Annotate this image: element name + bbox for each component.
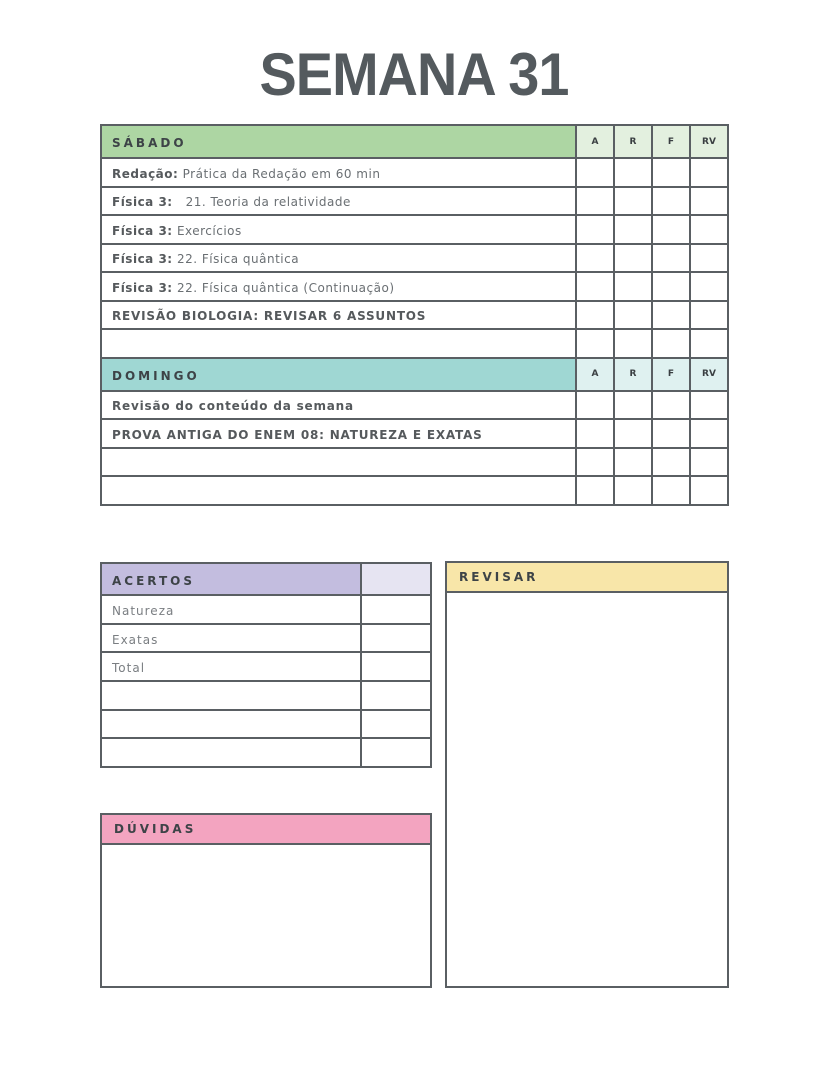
task-text (112, 281, 395, 295)
task-subject: Física 3: (112, 223, 173, 238)
acertos-row (101, 652, 431, 681)
checkbox-rv[interactable] (690, 329, 728, 358)
sabado-task (101, 158, 576, 187)
checkbox-a[interactable] (576, 244, 614, 273)
checkbox-rv[interactable] (690, 301, 728, 330)
sabado-row (101, 272, 728, 301)
page-title: SEMANA 31 (259, 41, 569, 108)
checkbox-r[interactable] (614, 329, 652, 358)
acertos-label: Exatas (112, 632, 159, 647)
task-topic: Exercícios (176, 223, 242, 238)
checkbox-f[interactable] (652, 158, 690, 187)
domingo-row (101, 476, 728, 505)
checkbox-f[interactable] (652, 476, 690, 505)
domingo-col-f: F (652, 358, 690, 391)
checkbox-rv[interactable] (690, 448, 728, 477)
sabado-task (101, 244, 576, 273)
checkbox-r[interactable] (614, 301, 652, 330)
checkbox-f[interactable] (652, 391, 690, 420)
acertos-label-cell (101, 595, 361, 624)
acertos-label: Natureza (112, 603, 175, 618)
checkbox-f[interactable] (652, 419, 690, 448)
domingo-task (101, 391, 576, 420)
checkbox-r[interactable] (614, 448, 652, 477)
task-text: REVISÃO BIOLOGIA: REVISAR 6 ASSUNTOS (112, 309, 427, 324)
acertos-row (101, 681, 431, 710)
sabado-task (101, 329, 576, 358)
revisar-header (447, 563, 727, 593)
checkbox-a[interactable] (576, 158, 614, 187)
sabado-col-rv: RV (690, 125, 728, 158)
checkbox-r[interactable] (614, 419, 652, 448)
domingo-title: DOMINGO (112, 368, 200, 383)
acertos-label-cell (101, 624, 361, 653)
checkbox-rv[interactable] (690, 187, 728, 216)
checkbox-a[interactable] (576, 476, 614, 505)
acertos-row (101, 595, 431, 624)
acertos-value-field[interactable] (361, 738, 431, 767)
task-topic: 21. Teoria da relatividade (176, 195, 351, 210)
domingo-task (101, 476, 576, 505)
acertos-row (101, 624, 431, 653)
sabado-task (101, 272, 576, 301)
task-text: PROVA ANTIGA DO ENEM 08: NATUREZA E EXATAS (112, 427, 483, 442)
acertos-value-field[interactable] (361, 681, 431, 710)
acertos-label: Total (112, 661, 146, 676)
checkbox-rv[interactable] (690, 476, 728, 505)
acertos-value-field[interactable] (361, 624, 431, 653)
task-topic: 22. Física quântica (Continuação) (176, 280, 395, 295)
checkbox-a[interactable] (576, 419, 614, 448)
sabado-row (101, 187, 728, 216)
checkbox-a[interactable] (576, 329, 614, 358)
task-subject: Física 3: (112, 280, 173, 295)
task-text (112, 224, 242, 238)
acertos-row (101, 738, 431, 767)
checkbox-f[interactable] (652, 244, 690, 273)
revisar-box (445, 561, 729, 988)
checkbox-rv[interactable] (690, 215, 728, 244)
task-subject: Redação: (112, 166, 179, 181)
checkbox-f[interactable] (652, 187, 690, 216)
acertos-header (101, 563, 361, 595)
domingo-header (101, 358, 576, 391)
sabado-col-r: R (614, 125, 652, 158)
domingo-col-r: R (614, 358, 652, 391)
schedule-table (100, 124, 729, 506)
checkbox-r[interactable] (614, 391, 652, 420)
domingo-col-a: A (576, 358, 614, 391)
checkbox-f[interactable] (652, 301, 690, 330)
domingo-col-rv: RV (690, 358, 728, 391)
revisar-title: REVISAR (459, 570, 539, 584)
checkbox-f[interactable] (652, 272, 690, 301)
checkbox-a[interactable] (576, 301, 614, 330)
checkbox-a[interactable] (576, 187, 614, 216)
acertos-label-cell (101, 652, 361, 681)
checkbox-r[interactable] (614, 476, 652, 505)
acertos-value-header (361, 563, 431, 595)
duvidas-title: DÚVIDAS (114, 822, 197, 836)
checkbox-rv[interactable] (690, 158, 728, 187)
domingo-row (101, 448, 728, 477)
task-topic: Prática da Redação em 60 min (182, 166, 381, 181)
checkbox-rv[interactable] (690, 272, 728, 301)
task-text (112, 252, 299, 266)
sabado-row (101, 244, 728, 273)
domingo-task (101, 448, 576, 477)
task-text (112, 195, 351, 209)
task-subject: Física 3: (112, 252, 173, 267)
checkbox-f[interactable] (652, 448, 690, 477)
checkbox-a[interactable] (576, 391, 614, 420)
domingo-header-row (101, 358, 728, 391)
sabado-col-f: F (652, 125, 690, 158)
sabado-col-a: A (576, 125, 614, 158)
sabado-row (101, 158, 728, 187)
sabado-task (101, 301, 576, 330)
checkbox-a[interactable] (576, 215, 614, 244)
acertos-value-field[interactable] (361, 595, 431, 624)
sabado-task (101, 187, 576, 216)
acertos-row (101, 710, 431, 739)
sabado-row (101, 301, 728, 330)
acertos-table (100, 562, 432, 768)
checkbox-f[interactable] (652, 215, 690, 244)
checkbox-r[interactable] (614, 158, 652, 187)
checkbox-f[interactable] (652, 329, 690, 358)
acertos-header-row (101, 563, 431, 595)
sabado-row (101, 329, 728, 358)
acertos-value-field[interactable] (361, 652, 431, 681)
task-topic: 22. Física quântica (176, 252, 300, 267)
sabado-header (101, 125, 576, 158)
sabado-row (101, 215, 728, 244)
task-subject: Física 3: (112, 195, 173, 210)
checkbox-r[interactable] (614, 215, 652, 244)
domingo-row (101, 419, 728, 448)
domingo-task (101, 419, 576, 448)
acertos-label-cell (101, 738, 361, 767)
checkbox-rv[interactable] (690, 391, 728, 420)
acertos-value-field[interactable] (361, 710, 431, 739)
sabado-task (101, 215, 576, 244)
acertos-title: ACERTOS (112, 573, 196, 588)
checkbox-r[interactable] (614, 187, 652, 216)
acertos-label-cell (101, 681, 361, 710)
checkbox-r[interactable] (614, 272, 652, 301)
checkbox-a[interactable] (576, 448, 614, 477)
acertos-label-cell (101, 710, 361, 739)
checkbox-rv[interactable] (690, 419, 728, 448)
task-text (112, 167, 380, 181)
checkbox-a[interactable] (576, 272, 614, 301)
sabado-header-row (101, 125, 728, 158)
duvidas-header (102, 815, 430, 845)
duvidas-box (100, 813, 432, 988)
task-text: Revisão do conteúdo da semana (112, 399, 354, 414)
domingo-row (101, 391, 728, 420)
sabado-title: SÁBADO (112, 136, 187, 150)
checkbox-r[interactable] (614, 244, 652, 273)
checkbox-rv[interactable] (690, 244, 728, 273)
